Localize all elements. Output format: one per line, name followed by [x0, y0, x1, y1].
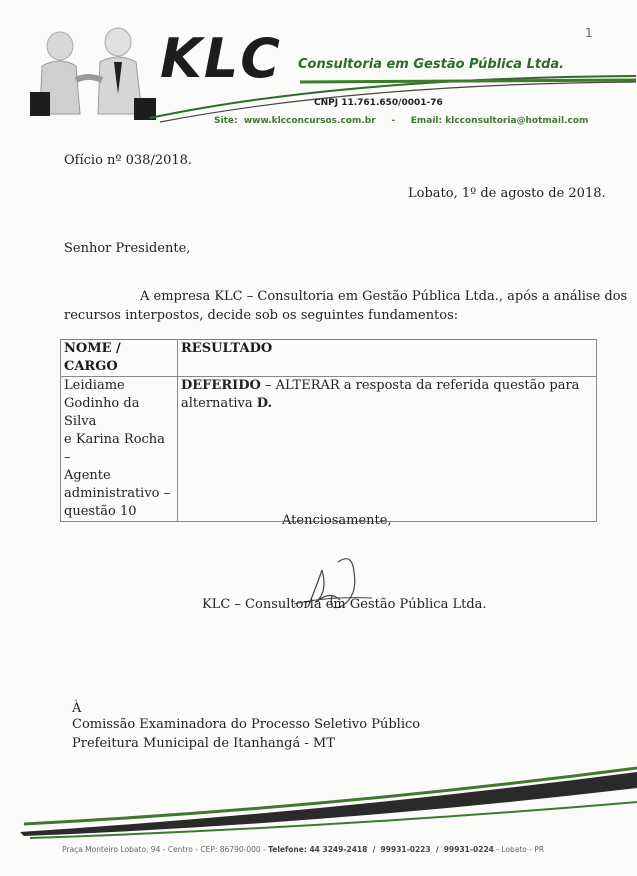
name-line: Leidiame — [64, 378, 125, 393]
result-cell — [178, 377, 597, 522]
contact-line — [214, 116, 588, 126]
page-number: 1 — [585, 26, 593, 40]
site-link[interactable]: Site: www.klcconcursos.com.br — [214, 116, 376, 126]
addressee-line-2: Prefeitura Municipal de Itanhangá - MT — [72, 736, 335, 751]
name-line: questão 10 — [64, 504, 137, 519]
klc-logo-text: KLC — [160, 27, 282, 90]
company-signature-line: KLC – Consultoria em Gestão Pública Ltda. — [202, 597, 487, 612]
salutation: Senhor Presidente, — [64, 241, 191, 256]
email-link[interactable]: Email: klcconsultoria@hotmail.com — [410, 116, 589, 126]
name-line: administrativo – — [64, 486, 171, 501]
footer-city: - Lobato - PR — [493, 845, 545, 854]
paragraph-line-1: A empresa KLC – Consultoria em Gestão Pública Ltda., após a análise dos — [140, 289, 628, 304]
name-cargo-cell — [61, 377, 178, 522]
header-name-cargo: NOME / CARGO — [61, 340, 178, 377]
name-line: Agente — [64, 468, 111, 483]
table-row — [61, 377, 597, 522]
cnpj: CNPJ 11.761.650/0001-76 — [314, 98, 443, 108]
name-line: e Karina Rocha – — [64, 432, 165, 465]
addressee-line-1: Comissão Examinadora do Processo Seletivo Público — [72, 717, 421, 732]
dateline: Lobato, 1º de agosto de 2018. — [408, 186, 606, 201]
table-header-row — [61, 340, 597, 377]
footer-address-text: Praça Monteiro Lobato, 94 - Centro - CEP: 86790-000 - — [62, 845, 269, 854]
addressee-prefix: À — [72, 701, 82, 716]
company-subtitle: Consultoria em Gestão Pública Ltda. — [298, 57, 565, 72]
footer-phones: Telefone: 44 3249-2418 / 99931-0223 / 99931-0224 — [268, 845, 494, 854]
result-answer: D. — [256, 396, 273, 411]
result-status: DEFERIDO — [181, 378, 261, 393]
separator: - — [391, 116, 396, 126]
results-table — [60, 339, 597, 522]
footer-address — [62, 845, 544, 854]
footer-swoosh-decoration — [0, 762, 637, 842]
closing: Atenciosamente, — [282, 513, 392, 528]
header-resultado: RESULTADO — [178, 340, 597, 377]
oficio-number: Ofício nº 038/2018. — [64, 153, 193, 168]
name-line: Godinho da Silva — [64, 396, 140, 429]
result-text: – ALTERAR a resposta da referida questão para alternativa — [181, 378, 580, 411]
paragraph-line-2: recursos interpostos, decide sob os seguintes fundamentos: — [64, 308, 459, 323]
